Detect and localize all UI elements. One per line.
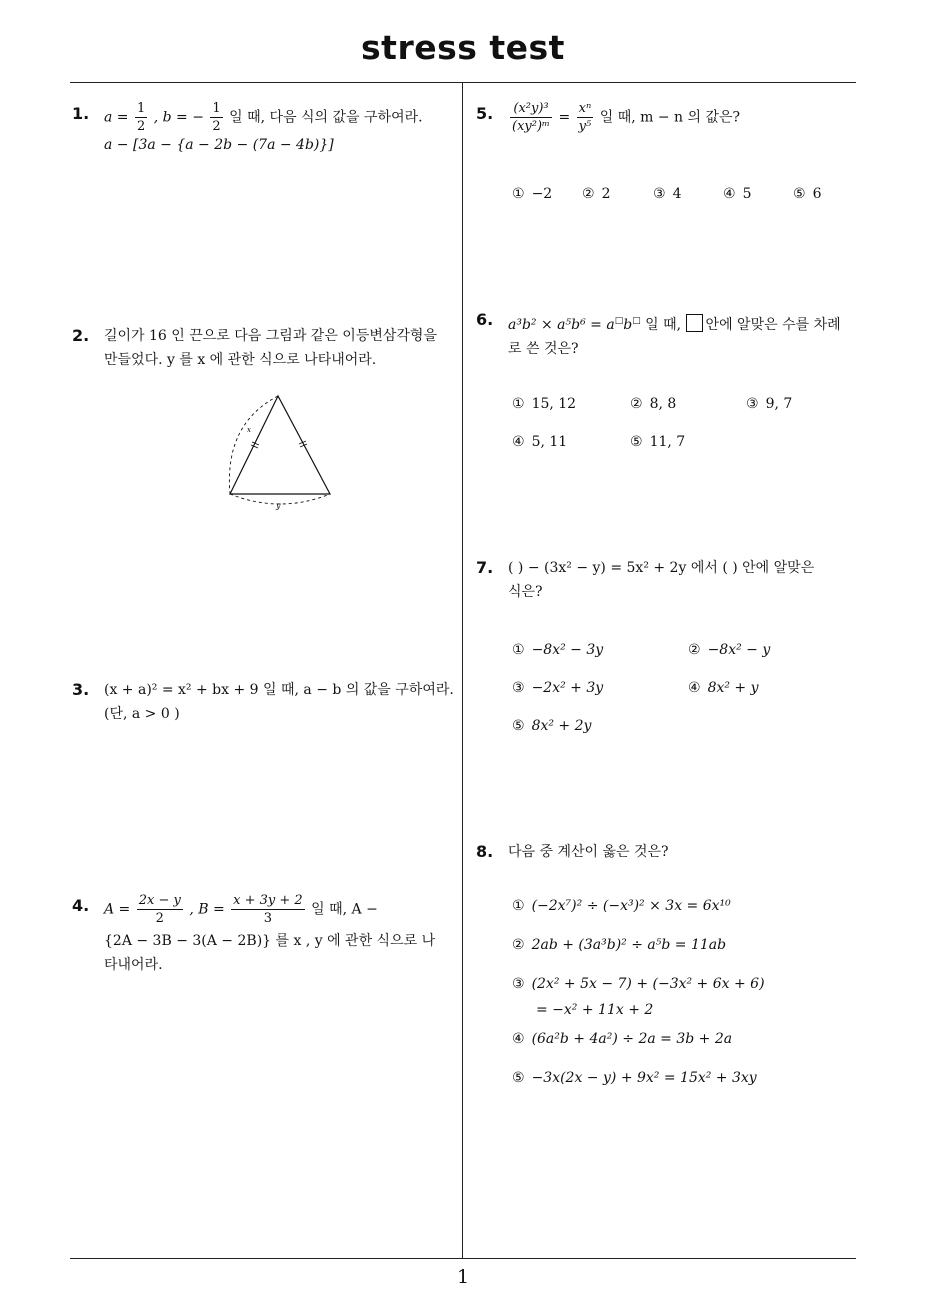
- q5-option-2[interactable]: ② 2: [582, 186, 611, 202]
- q6-after-box: 안에 알맞은 수를 차례: [705, 317, 841, 333]
- header-rule: [70, 82, 856, 83]
- q4-line-3: 타내어라.: [104, 957, 163, 973]
- question-2-body: [104, 324, 437, 372]
- q8-option-3[interactable]: ③ (2x² + 5x − 7) + (−3x² + 6x + 6): [512, 976, 765, 992]
- q5-option-3[interactable]: ③ 4: [653, 186, 682, 202]
- q8-option-5[interactable]: ⑤ −3x(2x − y) + 9x² = 15x² + 3xy: [512, 1070, 757, 1086]
- q6-empty-box: [686, 314, 703, 332]
- q6-option-2[interactable]: ② 8, 8: [630, 396, 677, 412]
- q6-option-3[interactable]: ③ 9, 7: [746, 396, 793, 412]
- q1-b-fraction: $\frac{1}{2}$: [212, 101, 221, 134]
- q1-a-fraction: $\frac{1}{2}$: [136, 101, 146, 134]
- q5-option-1[interactable]: ① −2: [512, 186, 553, 202]
- q5-option-5[interactable]: ⑤ 6: [793, 186, 822, 202]
- question-2-number: 2.: [72, 326, 90, 345]
- q4-line-2: {2A − 3B − 3(A − 2B)} 를 x , y 에 관한 식으로 나: [104, 933, 436, 949]
- q6-option-5[interactable]: ⑤ 11, 7: [630, 434, 686, 450]
- q6-line-2: 로 쓴 것은?: [508, 341, 579, 357]
- q6-empty-box-small-2: □: [632, 316, 641, 326]
- question-3-number: 3.: [72, 680, 90, 699]
- q7-line-1: ( ) − (3x² − y) = 5x² + 2y 에서 ( ) 안에 알맞은: [508, 560, 815, 576]
- q4-A-eq: A =: [104, 901, 131, 918]
- page-title: stress test: [361, 28, 565, 67]
- question-8-number: 8.: [476, 842, 494, 861]
- q1-expression: a − [3a − {a − 2b − (7a − 4b)}]: [104, 137, 334, 153]
- q7-line-2: 식은?: [508, 584, 543, 600]
- q5-text: 일 때, m − n 의 값은?: [599, 109, 741, 126]
- q1-a-eq: a =: [104, 109, 129, 126]
- q7-option-2[interactable]: ② −8x² − y: [688, 642, 771, 658]
- q4-line-1-tail: 일 때, A −: [311, 901, 378, 918]
- page-number: 1: [456, 1266, 470, 1288]
- question-8-body: [508, 840, 669, 864]
- question-7-body: [508, 556, 814, 604]
- q6-empty-box-small-1: □: [614, 316, 624, 326]
- q2-line-1: 길이가 16 인 끈으로 다음 그림과 같은 이등변삼각형을: [104, 328, 437, 344]
- q7-option-5[interactable]: ⑤ 8x² + 2y: [512, 718, 592, 734]
- question-5-number: 5.: [476, 104, 494, 123]
- q8-option-2[interactable]: ② 2ab + (3a³b)² ÷ a⁵b = 11ab: [512, 937, 727, 953]
- fig-label-y: y: [276, 501, 281, 510]
- question-1-number: 1.: [72, 104, 90, 123]
- q5-right-fraction: $\frac{\text{xⁿ}}{\text{y⁵}}$: [578, 101, 592, 134]
- q4-A-fraction: $\frac{2x - y}{2}$: [138, 893, 181, 926]
- q7-option-4[interactable]: ④ 8x² + y: [688, 680, 759, 696]
- q6-option-4[interactable]: ④ 5, 11: [512, 434, 568, 450]
- q7-option-3[interactable]: ③ −2x² + 3y: [512, 680, 604, 696]
- question-5-body: $\frac{\text{(x²y)³}}{\text{(xy²)ᵐ}}$ = $\frac{\text{xⁿ}}{\text{y⁵}}$ 일 때, m − n 의 값은?: [512, 101, 741, 134]
- q2-line-2: 만들었다. y 를 x 에 관한 식으로 나타내어라.: [104, 352, 377, 368]
- q8-option-4[interactable]: ④ (6a²b + 4a²) ÷ 2a = 3b + 2a: [512, 1031, 733, 1047]
- q3-line-2: (단, a > 0 ): [104, 706, 180, 722]
- column-divider: [462, 82, 463, 1258]
- q8-option-3-continuation: = −x² + 11x + 2: [536, 1002, 654, 1018]
- q7-option-1[interactable]: ① −8x² − 3y: [512, 642, 604, 658]
- q4-B-fraction: $\frac{x + 3y + 2}{3}$: [233, 893, 303, 926]
- q6-option-1[interactable]: ① 15, 12: [512, 396, 577, 412]
- q8-line-1: 다음 중 계산이 옳은 것은?: [508, 844, 669, 860]
- question-6-number: 6.: [476, 310, 494, 329]
- q1-text: 일 때, 다음 식의 값을 구하여라.: [229, 109, 423, 126]
- q5-option-4[interactable]: ④ 5: [723, 186, 752, 202]
- isosceles-triangle-figure: [220, 390, 340, 512]
- question-7-number: 7.: [476, 558, 494, 577]
- question-4-number: 4.: [72, 896, 90, 915]
- fig-label-x: x: [247, 426, 251, 434]
- question-3-body: [104, 678, 454, 726]
- question-1-body: [104, 102, 423, 157]
- q1-b-eq: , b = −: [153, 109, 204, 126]
- question-6-body: a³b² × a⁵b⁶ = a□b□ 일 때, 안에 알맞은 수를 차례 로 쓴 것은?: [508, 309, 841, 361]
- footer-rule: [70, 1258, 856, 1259]
- question-4-body: [104, 894, 456, 977]
- q5-left-fraction: $\frac{\text{(x²y)³}}{\text{(xy²)ᵐ}}$: [512, 101, 551, 134]
- q8-option-1[interactable]: ① (−2x⁷)² ÷ (−x³)² × 3x = 6x¹⁰: [512, 898, 731, 914]
- q6-expression: a³b² × a⁵b⁶ = a: [508, 317, 615, 333]
- q4-B-eq: , B =: [189, 901, 225, 918]
- q3-line-1: (x + a)² = x² + bx + 9 일 때, a − b 의 값을 구하여라.: [104, 682, 454, 698]
